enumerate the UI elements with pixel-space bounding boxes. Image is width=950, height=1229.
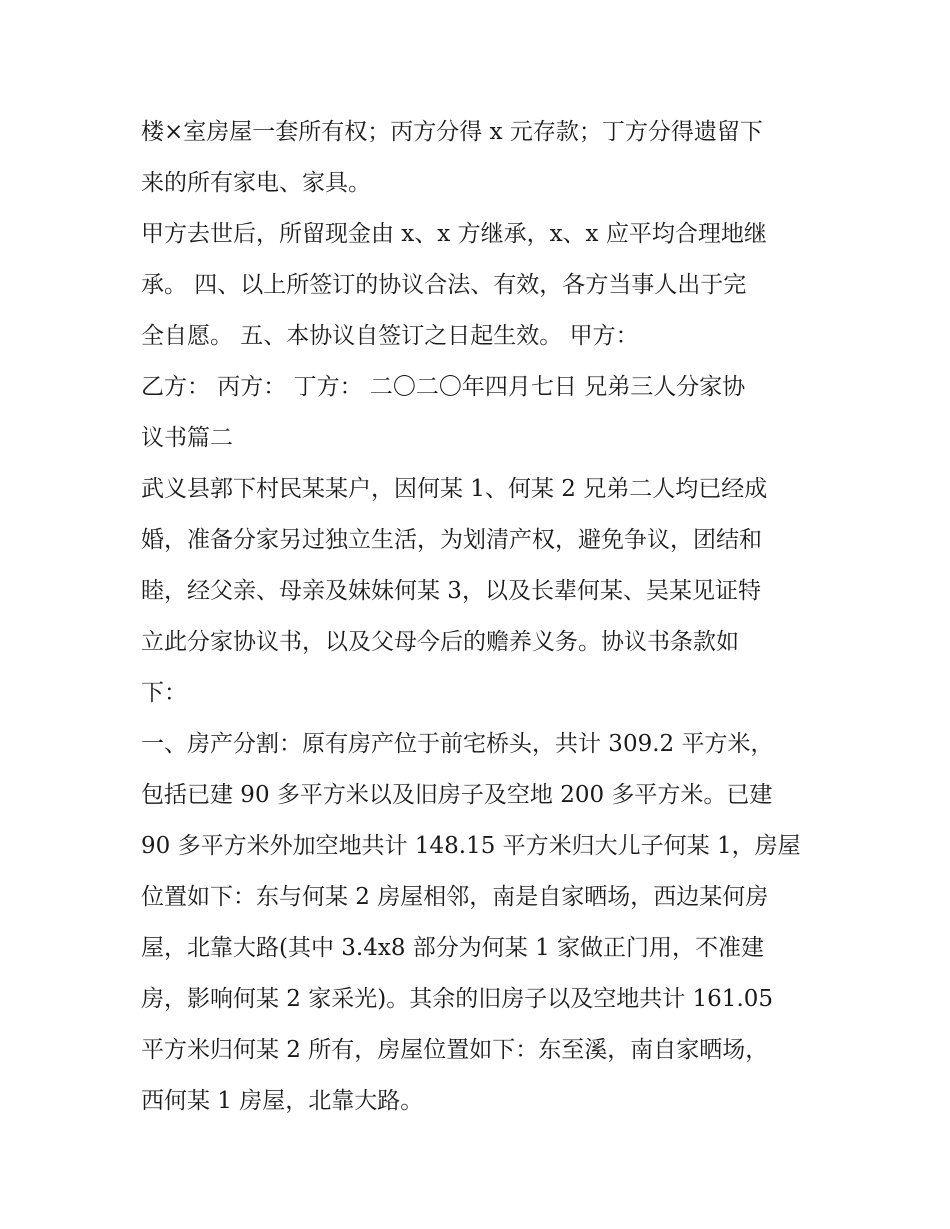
text-line: 甲方去世后，所留现金由 x、x 方继承，x、x 应平均合理地继 xyxy=(141,221,767,247)
text-line: 房，影响何某 2 家采光)。其余的旧房子以及空地共计 161.05 xyxy=(141,986,774,1012)
text-line: 西何某 1 房屋，北靠大路。 xyxy=(141,1088,424,1114)
text-line: 承。 四、以上所签订的协议合法、有效，各方当事人出于完 xyxy=(141,272,747,298)
text-line: 屋，北靠大路(其中 3.4x8 部分为何某 1 家做正门用，不准建 xyxy=(141,935,765,961)
text-line: 楼×室房屋一套所有权；丙方分得 x 元存款；丁方分得遗留下 xyxy=(141,119,763,145)
text-line: 来的所有家电、家具。 xyxy=(141,170,371,196)
text-line: 睦，经父亲、母亲及妹妹何某 3，以及长辈何某、吴某见证特 xyxy=(141,578,761,604)
text-line: 立此分家协议书，以及父母今后的赡养义务。协议书条款如 xyxy=(141,629,739,655)
text-line: 全自愿。 五、本协议自签订之日起生效。 甲方： xyxy=(141,323,639,349)
text-line: 下： xyxy=(141,680,187,706)
text-line: 婚，准备分家另过独立生活，为划清产权，避免争议，团结和 xyxy=(141,527,762,553)
text-line: 乙方： 丙方： 丁方： 二〇二〇年四月七日 兄弟三人分家协 xyxy=(141,374,746,400)
text-line: 平方米归何某 2 所有，房屋位置如下：东至溪，南自家晒场， xyxy=(141,1037,769,1063)
document-body xyxy=(141,107,821,1127)
text-line: 一、房产分割：原有房产位于前宅桥头，共计 309.2 平方米， xyxy=(141,731,774,757)
text-line: 90 多平方米外加空地共计 148.15 平方米归大儿子何某 1，房屋 xyxy=(141,833,801,859)
text-line: 位置如下：东与何某 2 房屋相邻，南是自家晒场，西边某何房 xyxy=(141,884,769,910)
text-line: 议书篇二 xyxy=(141,425,233,451)
text-line: 武义县郭下村民某某户，因何某 1、何某 2 兄弟二人均已经成 xyxy=(141,476,768,502)
text-line: 包括已建 90 多平方米以及旧房子及空地 200 多平方米。已建 xyxy=(141,782,773,808)
